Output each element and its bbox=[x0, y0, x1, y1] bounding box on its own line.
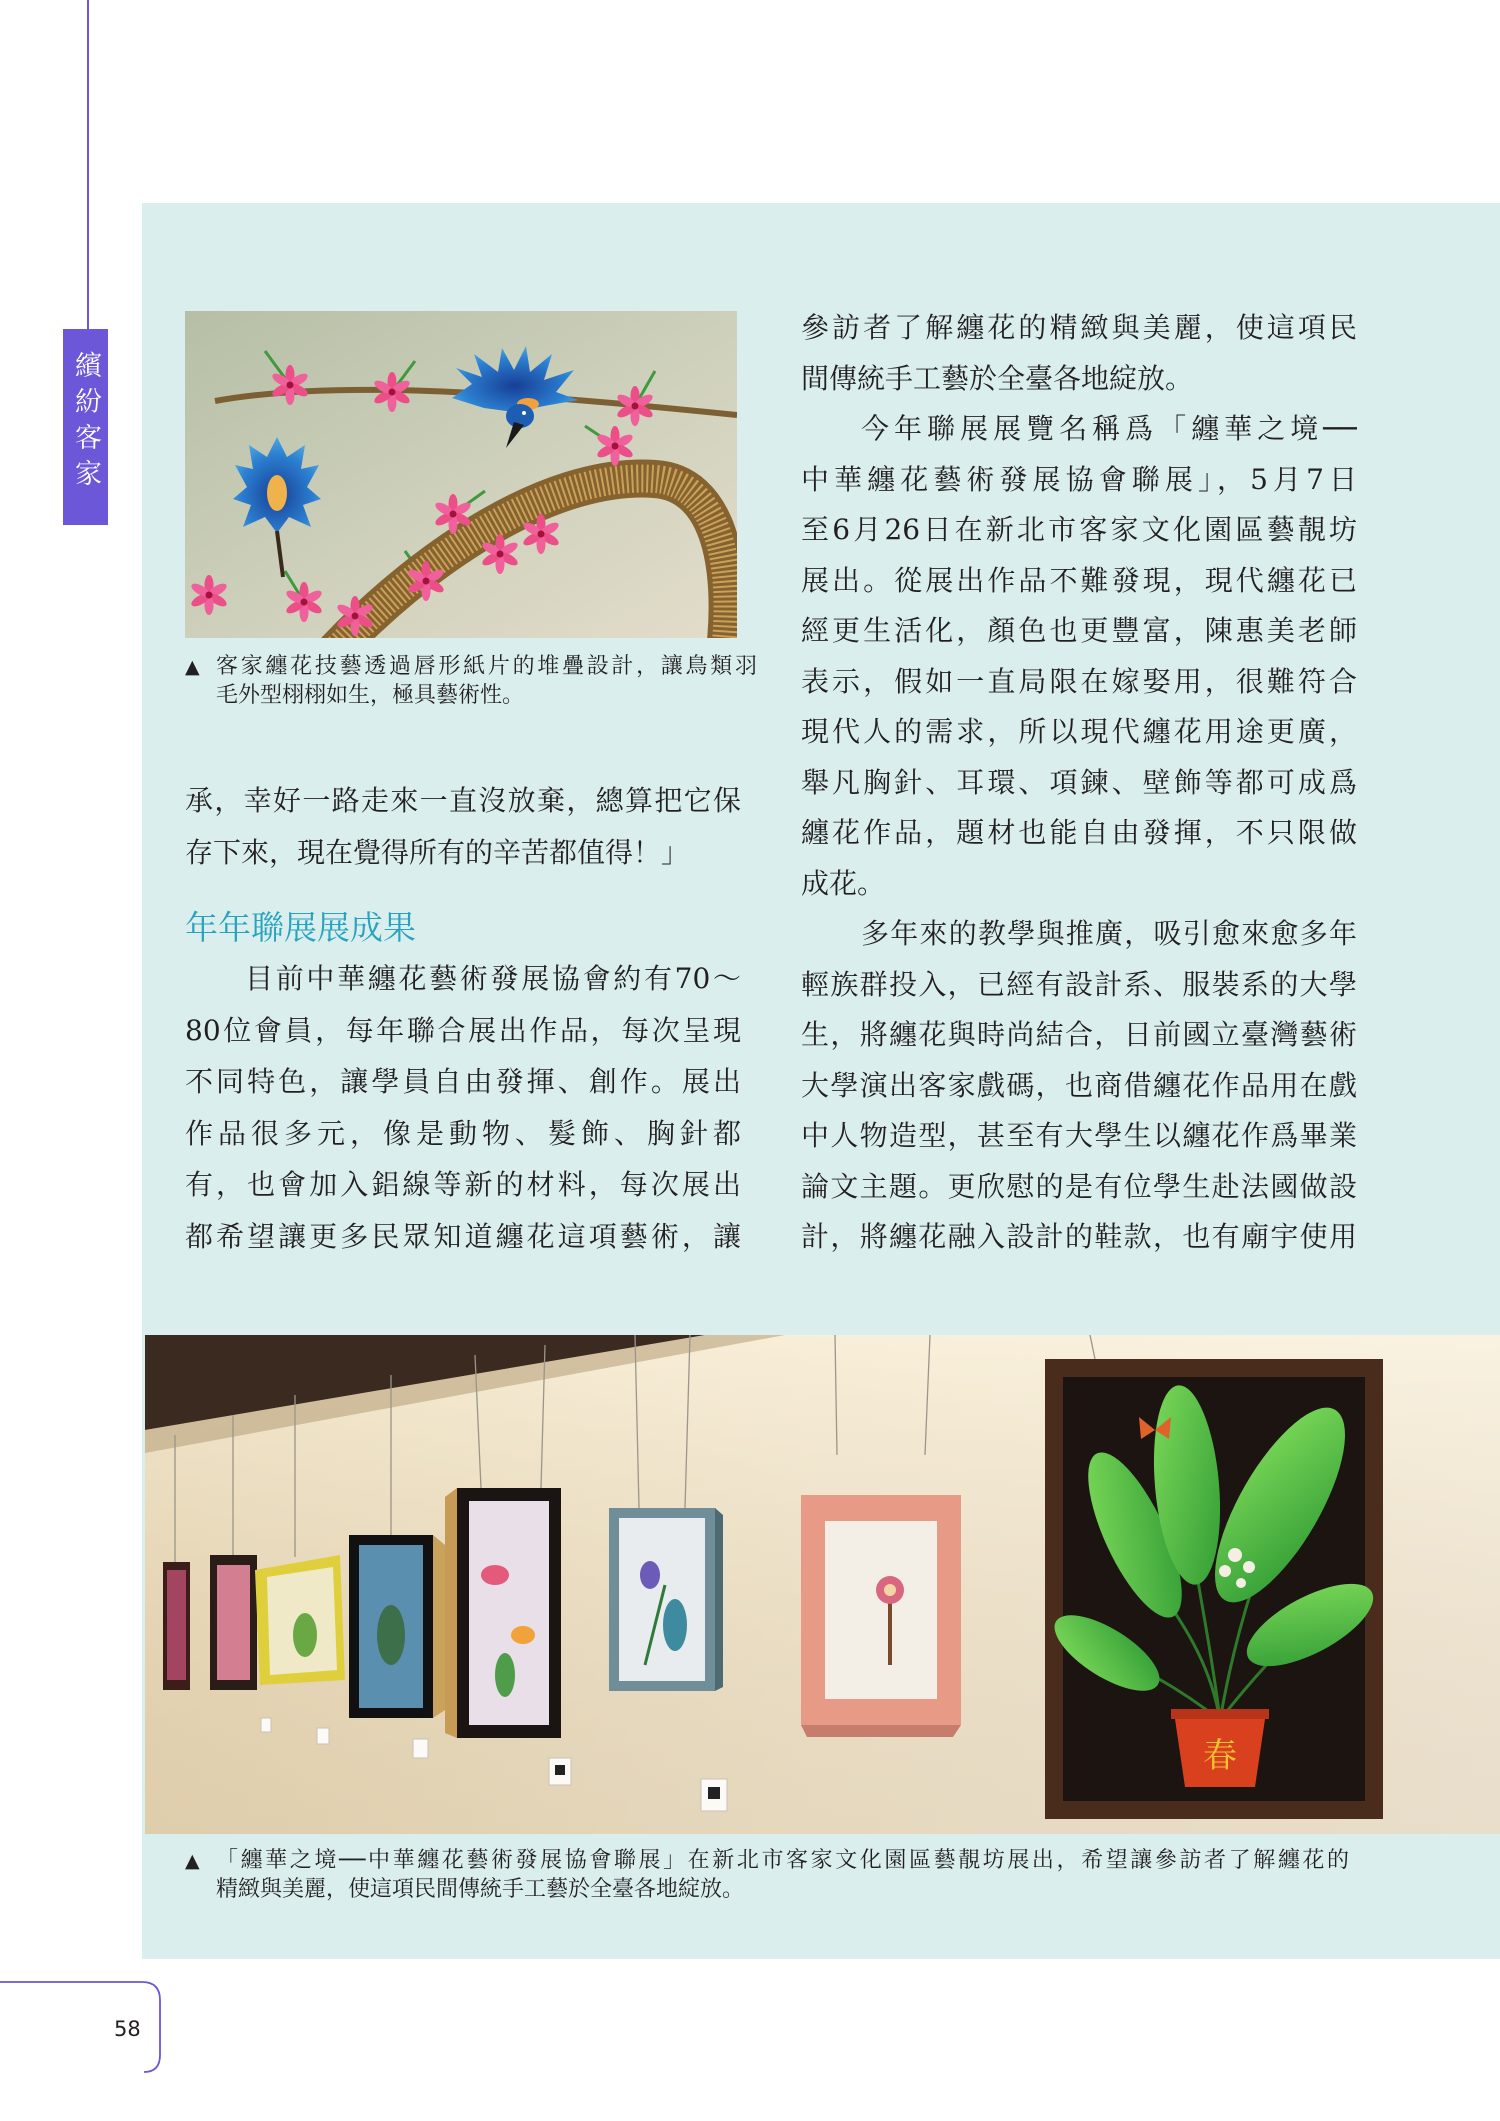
caption-line: 毛外型栩栩如生，極具藝術性。 bbox=[216, 682, 525, 708]
text-line: 不同特色，讓學員自由發揮、創作。展出 bbox=[185, 1065, 741, 1098]
photo-caption-top bbox=[216, 653, 757, 710]
text-line: 都希望讓更多民眾知道纏花這項藝術，讓 bbox=[185, 1219, 741, 1253]
section-tab: 繽紛客家 bbox=[63, 329, 108, 525]
text-line: 參訪者了解纏花的精緻與美麗，使這項民 bbox=[801, 311, 1357, 344]
section-rule bbox=[87, 0, 89, 329]
text-line: 計，將纏花融入設計的鞋款，也有廟宇使用 bbox=[801, 1220, 1357, 1253]
page-number-bracket bbox=[0, 1975, 170, 2085]
text-line: 成花。 bbox=[801, 866, 886, 900]
photo-kingfisher-craft bbox=[185, 311, 737, 638]
text-line: 有，也會加入鋁線等新的材料，每次展出 bbox=[185, 1168, 741, 1201]
text-line: 表示，假如一直局限在嫁娶用，很難符合 bbox=[801, 664, 1357, 698]
text-line: 80位會員，每年聯合展出作品，每次呈現 bbox=[185, 1013, 741, 1047]
text-line: 存下來，現在覺得所有的辛苦都值得！」 bbox=[185, 835, 690, 869]
text-line: 多年來的教學與推廣，吸引愈來愈多年 bbox=[861, 917, 1357, 950]
text-line: 目前中華纏花藝術發展協會約有70～ bbox=[245, 962, 741, 995]
right-column bbox=[801, 303, 1357, 1263]
caption-line: 「纏華之境──中華纏花藝術發展協會聯展」在新北市客家文化園區藝靚坊展出，希望讓參訪者了解纏花的 bbox=[216, 1848, 1349, 1873]
text-line: 論文主題。更欣慰的是有位學生赴法國做設 bbox=[801, 1169, 1357, 1203]
text-line: 輕族群投入，已經有設計系、服裝系的大學 bbox=[801, 967, 1357, 1001]
caption-line: 精緻與美麗，使這項民間傳統手工藝於全臺各地綻放。 bbox=[216, 1876, 745, 1902]
caption-marker-bottom: ▲ bbox=[185, 1850, 200, 1872]
text-line: 承，幸好一路走來一直沒放棄，總算把它保 bbox=[185, 784, 741, 817]
photo-caption-bottom bbox=[216, 1847, 1349, 1904]
text-line: 大學演出客家戲碼，也商借纏花作品用在戲 bbox=[801, 1068, 1357, 1102]
text-line: 展出。從展出作品不難發現，現代纏花已 bbox=[801, 563, 1357, 597]
section-heading: 年年聯展展成果 bbox=[185, 908, 416, 947]
caption-marker-top: ▲ bbox=[185, 656, 200, 678]
text-line: 中華纏花藝術發展協會聯展」，5月7日 bbox=[801, 462, 1357, 496]
text-line: 生，將纏花與時尚結合，日前國立臺灣藝術 bbox=[801, 1018, 1357, 1051]
caption-line: 客家纏花技藝透過唇形紙片的堆疊設計，讓鳥類羽 bbox=[216, 654, 757, 679]
text-line: 作品很多元，像是動物、髮飾、胸針都 bbox=[185, 1116, 741, 1150]
text-line: 現代人的需求，所以現代纏花用途更廣， bbox=[801, 715, 1357, 748]
text-line: 纏花作品，題材也能自由發揮，不只限做 bbox=[801, 816, 1357, 849]
text-line: 中人物造型，甚至有大學生以纏花作爲畢業 bbox=[801, 1119, 1357, 1152]
text-line: 今年聯展展覽名稱爲「纏華之境── bbox=[861, 412, 1357, 445]
pot-character: 春 bbox=[1203, 1736, 1237, 1776]
text-line: 舉凡胸針、耳環、項鍊、壁飾等都可成爲 bbox=[801, 765, 1357, 799]
left-column-paragraph bbox=[185, 953, 741, 1262]
text-line: 間傳統手工藝於全臺各地綻放。 bbox=[801, 361, 1194, 395]
page-number: 58 bbox=[114, 2017, 141, 2041]
left-column-intro bbox=[185, 775, 741, 878]
text-line: 至6月26日在新北市客家文化園區藝靚坊 bbox=[801, 513, 1357, 546]
text-line: 經更生活化，顏色也更豐富，陳惠美老師 bbox=[801, 614, 1357, 647]
photo-exhibition-wall bbox=[145, 1335, 1500, 1834]
